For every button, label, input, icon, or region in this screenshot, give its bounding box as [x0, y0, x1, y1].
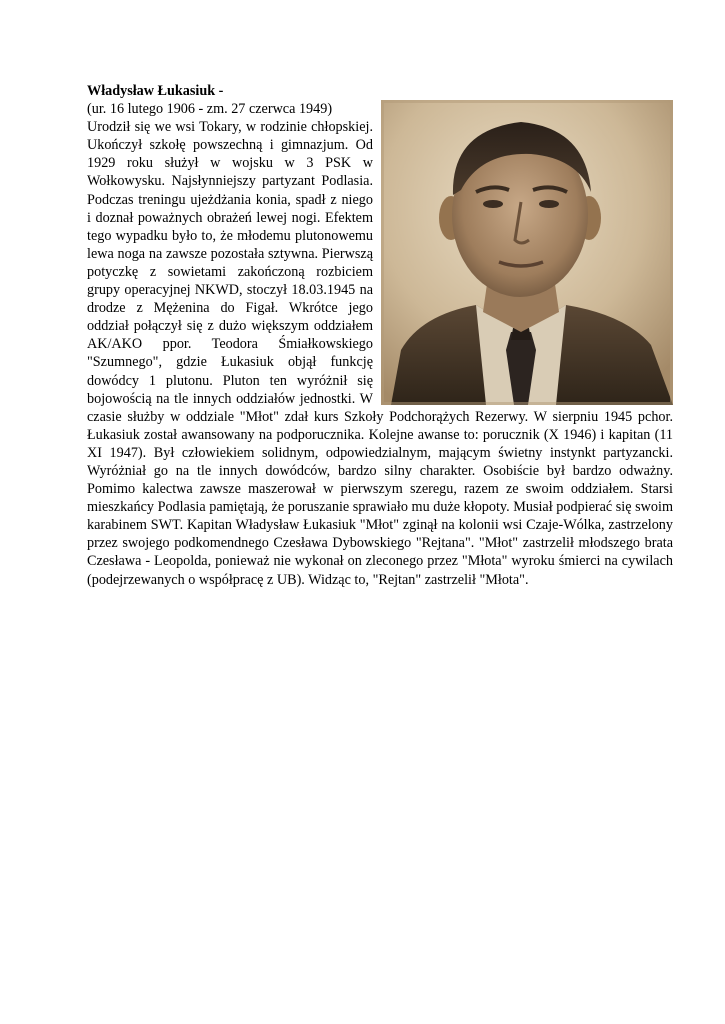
document-page — [87, 82, 673, 589]
portrait-photo — [381, 100, 673, 405]
article-dates: (ur. 16 lutego 1906 - zm. 27 czerwca 1949) — [87, 101, 333, 118]
article-body: Urodził się we wsi Tokary, w rodzinie chłopskiej. Ukończył szkołę powszechną i gimnazjum. Od 1929 roku służył w wojsku w 3 PSK w Wołkowysku. Najsłynniejszy partyzant Podlasia. Podczas treningu ujeżdżania konia, spadł z niego i doznał poważnych obrażeń lewej nogi. Efektem tego wypadku było to, że młodemu plutonowemu lewa noga na zawsze pozostała sztywna. Pierwszą potyczkę z sowietami zakończoną rozbiciem grupy operacyjnej NKWD, stoczył 18.03.1945 na drodze z Mężenina do Figał. Wkrótce jego oddział połączył się z dużo większym oddziałem AK/AKO ppor. Teodora Śmiałkowskiego "Szumnego", gdzie Łukasiuk objął funkcję dowódcy 1 plutonu. Pluton ten wyróżnił się bojowością na tle innych oddziałów jednostki. W czasie służby w oddziale "Młot" zdał kurs Szkoły Podchorążych Rezerwy. W sierpniu 1945 pchor. Łukasiuk został awansowany na podporucznika. Kolejne awanse to: porucznik (X 1946) i kapitan (11 XI 1947). Był człowiekiem solidnym, odpowiedzialnym, mającym świetny instynkt partyzancki. Wyróżniał go na tle innych dowódców, bardzo silny charakter. Osobiście był bardzo odważny. Pomimo kalectwa zawsze maszerował w pierwszym szeregu, razem ze swoim oddziałem. Starsi mieszkańcy Podlasia pamiętają, że poruszanie sprawiało mu duże kłopoty. Musiał podpierać się swoim karabinem SWT. Kapitan Władysław Łukasiuk "Młot" zginął na kolonii wsi Czaje-Wólka, zastrzelony przez swojego podkomendnego Czesława Dybowskiego "Rejtana". "Młot" zastrzelił młodszego brata Czesława - Leopolda, ponieważ nie wykonał on zleconego przez "Młota" wyroku śmierci na cywilach (podejrzewanych o współpracę z UB). Widząc to, "Rejtan" zastrzelił "Młota". — [87, 119, 673, 588]
portrait-image — [381, 100, 673, 405]
article-title: Władysław Łukasiuk - — [87, 83, 224, 99]
